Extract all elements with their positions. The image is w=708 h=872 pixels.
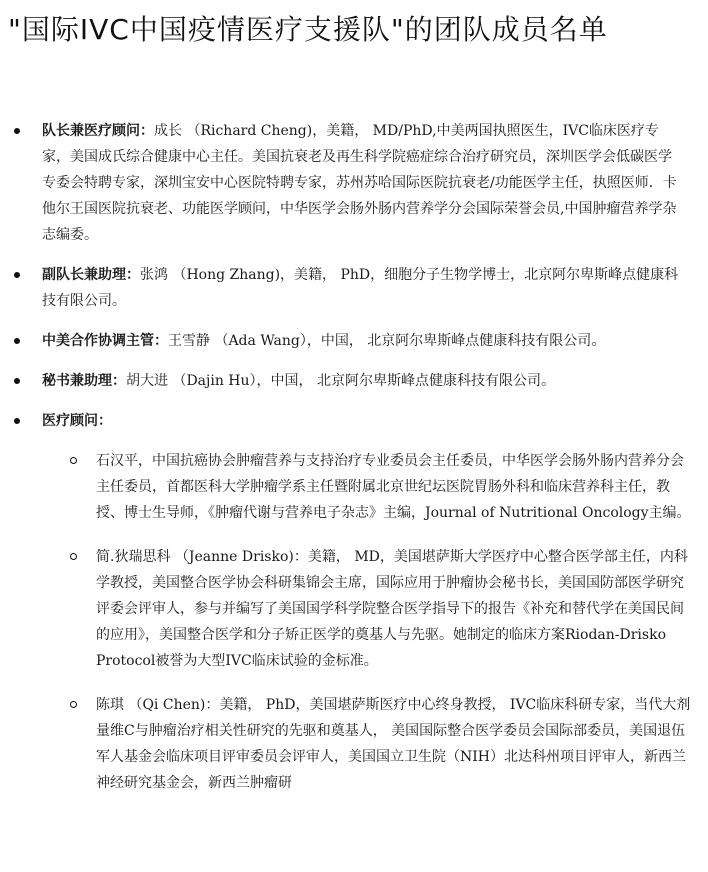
advisor-item bbox=[42, 544, 708, 674]
member-description: 成长 （Richard Cheng)，美籍， MD/PhD,中美两国执照医生，IVC临床医疗专家，美国成氏综合健康中心主任。美国抗衰老及再生科学院癌症综合治疗研究员，深圳医学会低碳医学专委会特聘专家，深圳宝安中心医院特聘专家，苏州苏哈国际医院抗衰老/功能医学主任，执照医师．卡他尔王国医院抗衰老、功能医学顾问，中华医学会肠外肠内营养学分会国际荣誉会员,中国肿瘤营养学杂志编委。 bbox=[42, 123, 677, 243]
role-label: 秘书兼助理： bbox=[42, 373, 126, 389]
advisor-item bbox=[42, 692, 708, 796]
bullet-icon bbox=[14, 128, 20, 134]
circle-bullet-icon bbox=[70, 457, 77, 464]
member-description: 胡大进 （Dajin Hu），中国， 北京阿尔卑斯峰点健康科技有限公司。 bbox=[126, 373, 555, 389]
member-description: 王雪静 （Ada Wang），中国， 北京阿尔卑斯峰点健康科技有限公司。 bbox=[168, 333, 606, 349]
role-label: 副队长兼助理： bbox=[42, 267, 140, 283]
bullet-icon bbox=[14, 338, 20, 344]
advisor-description: 简.狄瑞思科 （Jeanne Drisko)：美籍， MD，美国堪萨斯大学医疗中心整合医学部主任，内科学教授，美国整合医学协会科研集锦会主席，国际应用于肿瘤协会秘书长，美国国防部医学研究评委会评审人，参与并编写了美国国学科学院整合医学指导下的报告《补充和替代学在美国民间的应用》，美国整合医学和分子矫正医学的奠基人与先驱。她制定的临床方案Riodan-Drisko Protocol被誉为大型IVC临床试验的金标准。 bbox=[96, 549, 688, 669]
list-item-team-leader bbox=[0, 118, 708, 248]
list-item-deputy-leader bbox=[0, 262, 708, 314]
circle-bullet-icon bbox=[70, 701, 77, 708]
role-label: 医疗顾问： bbox=[42, 413, 112, 429]
role-label: 中美合作协调主管： bbox=[42, 333, 168, 349]
circle-bullet-icon bbox=[70, 553, 77, 560]
member-list bbox=[0, 118, 708, 814]
advisor-list bbox=[42, 448, 691, 796]
list-item-secretary bbox=[0, 368, 708, 394]
bullet-icon bbox=[14, 272, 20, 278]
page-title: "国际IVC中国疫情医疗支援队"的团队成员名单 bbox=[8, 13, 608, 46]
list-item-medical-advisors bbox=[0, 408, 708, 796]
bullet-icon bbox=[14, 378, 20, 384]
advisor-description: 石汉平，中国抗癌协会肿瘤营养与支持治疗专业委员会主任委员，中华医学会肠外肠内营养分会主任委员，首都医科大学肿瘤学系主任暨附属北京世纪坛医院胃肠外科和临床营养科主任，教授、博士生导师，《肿瘤代谢与营养电子杂志》主编，Journal of Nutritional Oncology主编。 bbox=[96, 453, 691, 521]
bullet-icon bbox=[14, 418, 20, 424]
list-item-coordinator bbox=[0, 328, 708, 354]
member-description: 张鸿 （Hong Zhang)，美籍， PhD，细胞分子生物学博士，北京阿尔卑斯峰点健康科技有限公司。 bbox=[42, 267, 679, 309]
role-label: 队长兼医疗顾问： bbox=[42, 123, 154, 139]
advisor-item bbox=[42, 448, 708, 526]
advisor-description: 陈琪 （Qi Chen)：美籍， PhD，美国堪萨斯医疗中心终身教授， IVC临床科研专家，当代大剂量维C与肿瘤治疗相关性研究的先驱和奠基人， 美国国际整合医学委员会国际部委员，美国退伍军人基金会临床项目评审委员会评审人，美国国立卫生院（NIH）北达科州项目评审人，新西兰神经研究基金会，新西兰肿瘤研 bbox=[96, 697, 691, 791]
